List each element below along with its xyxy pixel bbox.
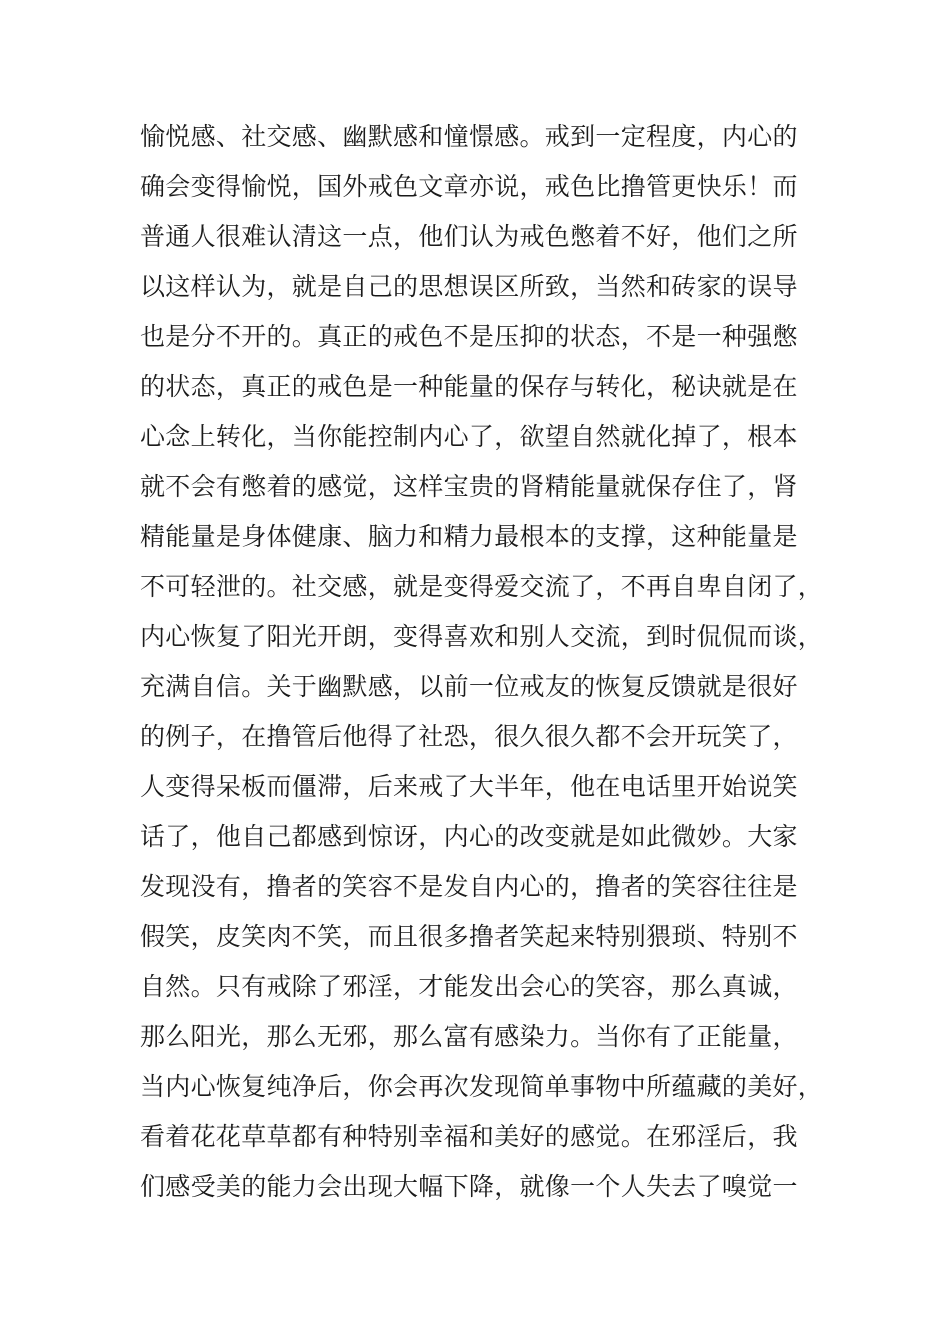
text-line: 以这样认为，就是自己的思想误区所致，当然和砖家的误导 [140,272,798,301]
body-text [140,112,824,1212]
text-line: 的状态，真正的戒色是一种能量的保存与转化，秘诀就是在 [140,372,798,401]
text-line: 心念上转化，当你能控制内心了，欲望自然就化掉了，根本 [140,422,798,451]
text-line: 愉悦感、社交感、幽默感和憧憬感。戒到一定程度，内心的 [140,122,798,151]
text-line: 就不会有憋着的感觉，这样宝贵的肾精能量就保存住了，肾 [140,472,798,501]
text-line: 精能量是身体健康、脑力和精力最根本的支撑，这种能量是 [140,522,798,551]
text-line: 的例子，在撸管后他得了社恐，很久很久都不会开玩笑了， [140,722,798,751]
text-line: 自然。只有戒除了邪淫，才能发出会心的笑容，那么真诚， [140,972,798,1001]
text-line: 也是分不开的。真正的戒色不是压抑的状态，不是一种强憋 [140,322,798,351]
text-line: 那么阳光，那么无邪，那么富有感染力。当你有了正能量， [140,1022,798,1051]
text-line: 看着花花草草都有种特别幸福和美好的感觉。在邪淫后，我 [140,1122,798,1151]
text-line: 假笑，皮笑肉不笑，而且很多撸者笑起来特别猥琐、特别不 [140,922,798,951]
text-line: 普通人很难认清这一点，他们认为戒色憋着不好，他们之所 [140,222,798,251]
text-line: 当内心恢复纯净后，你会再次发现简单事物中所蕴藏的美好， [140,1072,824,1101]
text-line: 确会变得愉悦，国外戒色文章亦说，戒色比撸管更快乐！而 [140,172,798,201]
text-line: 内心恢复了阳光开朗，变得喜欢和别人交流，到时侃侃而谈， [140,622,824,651]
text-line: 们感受美的能力会出现大幅下降，就像一个人失去了嗅觉一 [140,1172,798,1201]
text-line: 充满自信。关于幽默感，以前一位戒友的恢复反馈就是很好 [140,672,798,701]
text-line: 人变得呆板而僵滞，后来戒了大半年，他在电话里开始说笑 [140,772,798,801]
text-line: 发现没有，撸者的笑容不是发自内心的，撸者的笑容往往是 [140,872,798,901]
text-line: 话了，他自己都感到惊讶，内心的改变就是如此微妙。大家 [140,822,798,851]
text-line: 不可轻泄的。社交感，就是变得爱交流了，不再自卑自闭了， [140,572,824,601]
